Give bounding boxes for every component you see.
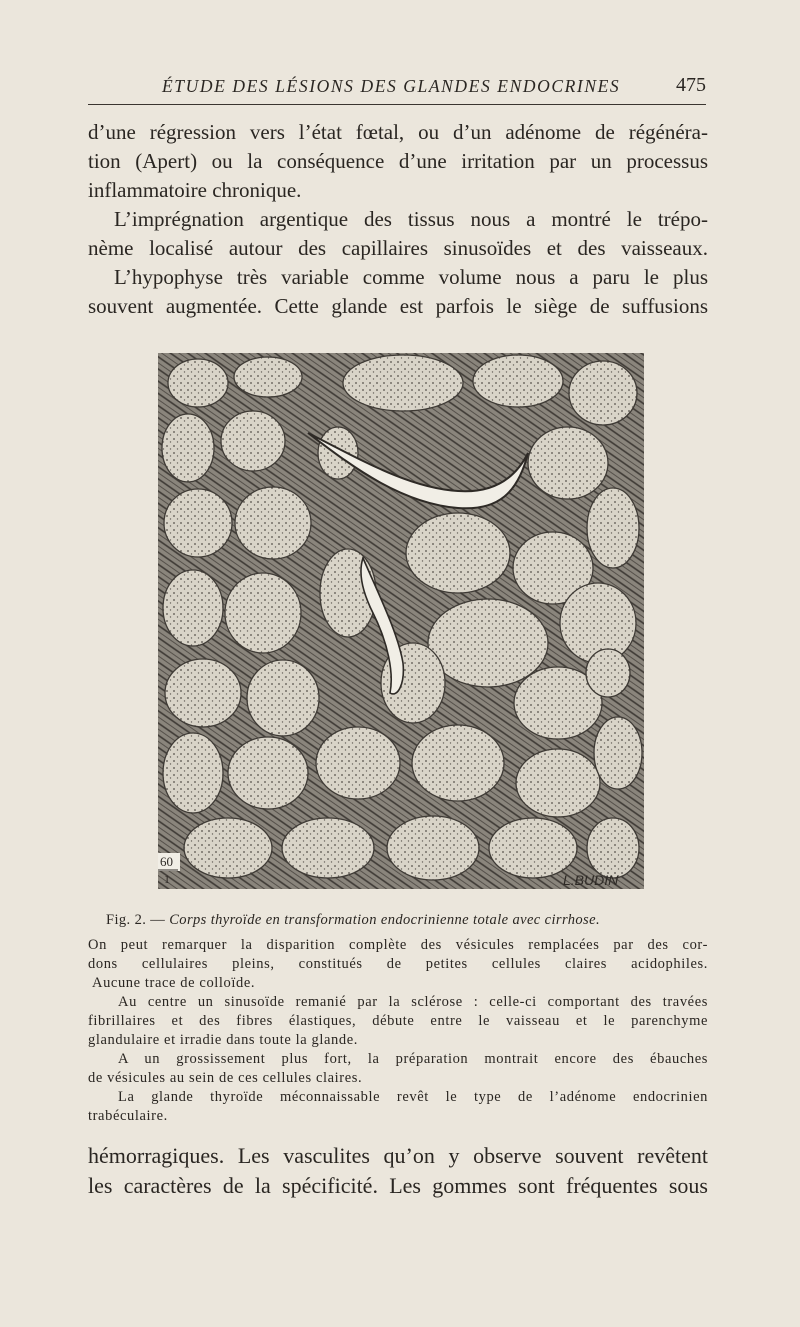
figure-label: Fig. 2. — (106, 912, 166, 928)
caption-line: de vésicules au sein de ces cellules claires. (88, 1070, 363, 1086)
caption-line: glandulaire et irradie dans toute la glande. (88, 1032, 358, 1048)
text-line: nème localisé autour des capillaires sinusoïdes et des vaisseaux. (88, 236, 708, 260)
text-line: L’imprégnation argentique des tissus nous a montré le trépo- (114, 207, 708, 231)
figure-caption-title (106, 912, 706, 929)
artist-signature: L.BUDIN (563, 872, 619, 888)
figure-corner-label-bottom: 1 (164, 872, 170, 886)
caption-paragraph (88, 993, 708, 1050)
text-line: souvent augmentée. Cette glande est parfois le siège de suffusions (88, 294, 708, 318)
running-title: ÉTUDE DES LÉSIONS DES GLANDES ENDOCRINES (162, 76, 621, 96)
running-header (88, 74, 706, 105)
top-paragraphs (88, 118, 708, 321)
caption-paragraph (88, 1050, 708, 1088)
caption-paragraph (88, 936, 708, 993)
text-line: tion (Apert) ou la conséquence d’une irritation par un processus (88, 149, 708, 173)
caption-line: trabéculaire. (88, 1108, 168, 1124)
text-line: inflammatoire chronique. (88, 178, 302, 202)
text-line: L’hypophyse très variable comme volume nous a paru le plus (114, 265, 708, 289)
text-line: d’une régression vers l’état fœtal, ou d’un adénome de régénéra- (88, 120, 708, 144)
figure-title: Corps thyroïde en transformation endocrinienne totale avec cirrhose. (169, 912, 600, 928)
caption-line: dons cellulaires pleins, constitués de petites cellules claires acidophiles. (88, 956, 708, 972)
text-line: les caractères de la spécificité. Les gommes sont fréquentes sous (88, 1173, 708, 1198)
figure-corner-label-top: 60 (160, 854, 173, 869)
caption-line: fibrillaires et des fibres élastiques, débute entre le vaisseau et le parenchyme (88, 1013, 708, 1029)
text-line: hémorragiques. Les vasculites qu’on y observe souvent revêtent (88, 1143, 708, 1168)
histology-figure (158, 353, 644, 889)
caption-line: On peut remarquer la disparition complète des vésicules remplacées par des cor- (88, 937, 708, 953)
caption-line: La glande thyroïde méconnaissable revêt le type de l’adénome endocrinien (118, 1089, 708, 1105)
caption-paragraph (88, 1088, 708, 1126)
bottom-paragraph (88, 1141, 708, 1201)
caption-line: Aucune trace de colloïde. (92, 975, 256, 991)
caption-line: Au centre un sinusoïde remanié par la sclérose : celle-ci comportant des travées (118, 994, 708, 1010)
figure-caption (88, 936, 708, 1126)
caption-line: A un grossissement plus fort, la préparation montrait encore des ébauches (118, 1051, 708, 1067)
page-number: 475 (676, 74, 706, 96)
